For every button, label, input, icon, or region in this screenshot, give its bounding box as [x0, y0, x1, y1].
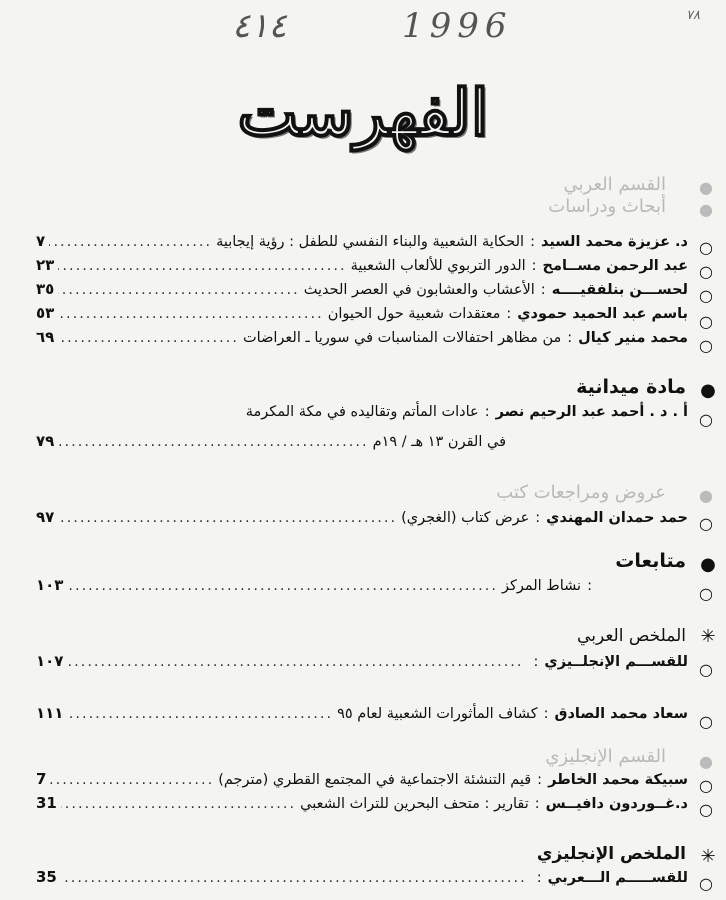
entry-separator: :	[506, 306, 512, 322]
entry-separator: :	[533, 654, 539, 670]
entry-separator: :	[534, 796, 540, 812]
section-header-english: القسم الإنجليزي	[545, 746, 666, 767]
entry-page: 7	[36, 770, 47, 788]
bullet-icon: ●	[699, 752, 713, 771]
entry-page: ٧	[36, 232, 46, 250]
entry-author: سبيكة محمد الخاطر	[548, 772, 688, 788]
entry-author: د.غــوردون دافيــس	[545, 796, 688, 812]
toc-entry	[36, 652, 688, 674]
entry-page: ٥٣	[36, 304, 55, 322]
circle-bullet-icon: ○	[699, 238, 713, 257]
toc-entry	[36, 256, 688, 278]
dot-leader	[58, 330, 239, 346]
bullet-icon: ●	[700, 554, 716, 575]
entry-title: من مظاهر احتفالات المناسبات في سوريا ـ العراضات	[243, 330, 562, 346]
entry-title: تقارير : متحف البحرين للتراث الشعبي	[300, 796, 529, 812]
bullet-icon: ●	[699, 178, 713, 197]
entry-title: الدور التربوي للألعاب الشعبية	[350, 258, 526, 274]
entry-separator: :	[530, 234, 535, 250]
entry-page: ١١١	[36, 704, 64, 722]
entry-separator: :	[543, 706, 549, 722]
entry-author: عبد الرحمن مســامح	[542, 258, 688, 274]
entry-title: معتقدات شعبية حول الحيوان	[327, 306, 501, 322]
dot-leader	[49, 234, 212, 250]
dot-leader	[67, 578, 497, 594]
bullet-icon: ●	[700, 380, 716, 401]
dot-leader	[58, 282, 299, 298]
circle-bullet-icon: ○	[699, 800, 713, 819]
entry-author: سعاد محمد الصادق	[554, 706, 688, 722]
circle-bullet-icon: ○	[699, 336, 713, 355]
asterisk-icon: ✳	[700, 626, 716, 647]
entry-author: للقســـم الإنجلــيزي	[544, 654, 688, 670]
entry-page: 31	[36, 794, 57, 812]
dot-leader	[58, 510, 397, 526]
entry-separator: :	[537, 772, 543, 788]
circle-bullet-icon: ○	[699, 776, 713, 795]
entry-author: د. عزيزة محمد السيد	[540, 234, 688, 250]
entry-author: باسم عبد الحميد حمودي	[517, 306, 688, 322]
circle-bullet-icon: ○	[699, 874, 713, 893]
entry-page: 35	[36, 868, 57, 886]
entry-separator: :	[536, 870, 542, 886]
toc-entry	[36, 280, 688, 302]
entry-author: محمد منير كيال	[578, 330, 688, 346]
asterisk-icon: ✳	[700, 846, 716, 867]
entry-title: الأعشاب والعشابون في العصر الحديث	[303, 282, 535, 298]
entry-title: عرض كتاب (الغجري)	[401, 510, 530, 526]
dot-leader	[67, 706, 333, 722]
toc-entry	[36, 232, 688, 254]
handwritten-year: 1996	[402, 6, 513, 46]
entry-author: حمد حمدان المهندي	[546, 510, 688, 526]
entry-title: الحكاية الشعبية والبناء النفسي للطفل : رؤية إيجابية	[216, 234, 525, 250]
toc-entry	[36, 576, 598, 598]
dot-leader	[58, 258, 346, 274]
entry-separator: :	[587, 578, 592, 594]
entry-separator: :	[531, 258, 537, 274]
toc-entry	[36, 508, 688, 530]
dot-leader	[58, 434, 368, 450]
circle-bullet-icon: ○	[699, 410, 713, 429]
page-number: ٧٨	[686, 8, 700, 23]
entry-title: عادات المأتم وتقاليده في مكة المكرمة	[245, 404, 479, 420]
entry-page: ٣٥	[36, 280, 55, 298]
circle-bullet-icon: ○	[699, 312, 713, 331]
circle-bullet-icon: ○	[699, 584, 713, 603]
page-title: الفهرست	[237, 76, 489, 151]
section-header-reviews: عروض ومراجعات كتب	[496, 482, 666, 503]
toc-entry	[36, 770, 688, 792]
toc-entry	[36, 868, 688, 890]
entry-page: ٩٧	[36, 508, 55, 526]
entry-author: أ . د . أحمد عبد الرحيم نصر	[495, 404, 688, 420]
bullet-icon: ●	[699, 200, 713, 219]
entry-title: نشاط المركز	[501, 578, 582, 594]
entry-title: قيم التنشئة الاجتماعية في المجتمع القطري (مترجم)	[218, 772, 532, 788]
section-header-arabic: القسم العربي	[563, 174, 666, 195]
toc-entry	[36, 794, 688, 816]
entry-separator: :	[540, 282, 546, 298]
entry-title: كشاف المأثورات الشعبية لعام ٩٥	[337, 706, 538, 722]
dot-leader	[58, 306, 323, 322]
section-header-studies: أبحاث ودراسات	[548, 196, 666, 217]
section-header-followups: متابعات	[615, 550, 686, 572]
entry-page: ١٠٣	[36, 576, 64, 594]
toc-entry	[36, 304, 688, 326]
entry-author: لحســـن بنلفقيــــه	[551, 282, 688, 298]
circle-bullet-icon: ○	[699, 712, 713, 731]
circle-bullet-icon: ○	[699, 514, 713, 533]
handwritten-number-left: ٤١٤	[232, 6, 287, 46]
circle-bullet-icon: ○	[699, 286, 713, 305]
entry-separator: :	[535, 510, 541, 526]
toc-entry	[36, 404, 688, 426]
section-header-arabic-summary: الملخص العربي	[577, 626, 686, 646]
toc-entry-continuation	[36, 432, 506, 454]
dot-leader	[61, 870, 527, 886]
dot-leader	[67, 654, 523, 670]
bullet-icon: ●	[699, 486, 713, 505]
entry-page: ٢٣	[36, 256, 55, 274]
circle-bullet-icon: ○	[699, 660, 713, 679]
section-header-field: مادة ميدانية	[576, 376, 686, 398]
section-header-english-summary: الملخص الإنجليزي	[536, 844, 686, 864]
dot-leader	[50, 772, 214, 788]
entry-separator: :	[484, 404, 490, 420]
entry-page: ١٠٧	[36, 652, 64, 670]
entry-separator: :	[567, 330, 573, 346]
dot-leader	[61, 796, 296, 812]
circle-bullet-icon: ○	[699, 262, 713, 281]
toc-entry	[36, 328, 688, 350]
entry-page: ٦٩	[36, 328, 55, 346]
entry-page: ٧٩	[36, 432, 55, 450]
entry-title-continuation: في القرن ١٣ هـ / ١٩م	[372, 434, 506, 450]
entry-author: للقســـــم الـــعربي	[547, 870, 688, 886]
toc-entry	[36, 704, 688, 726]
